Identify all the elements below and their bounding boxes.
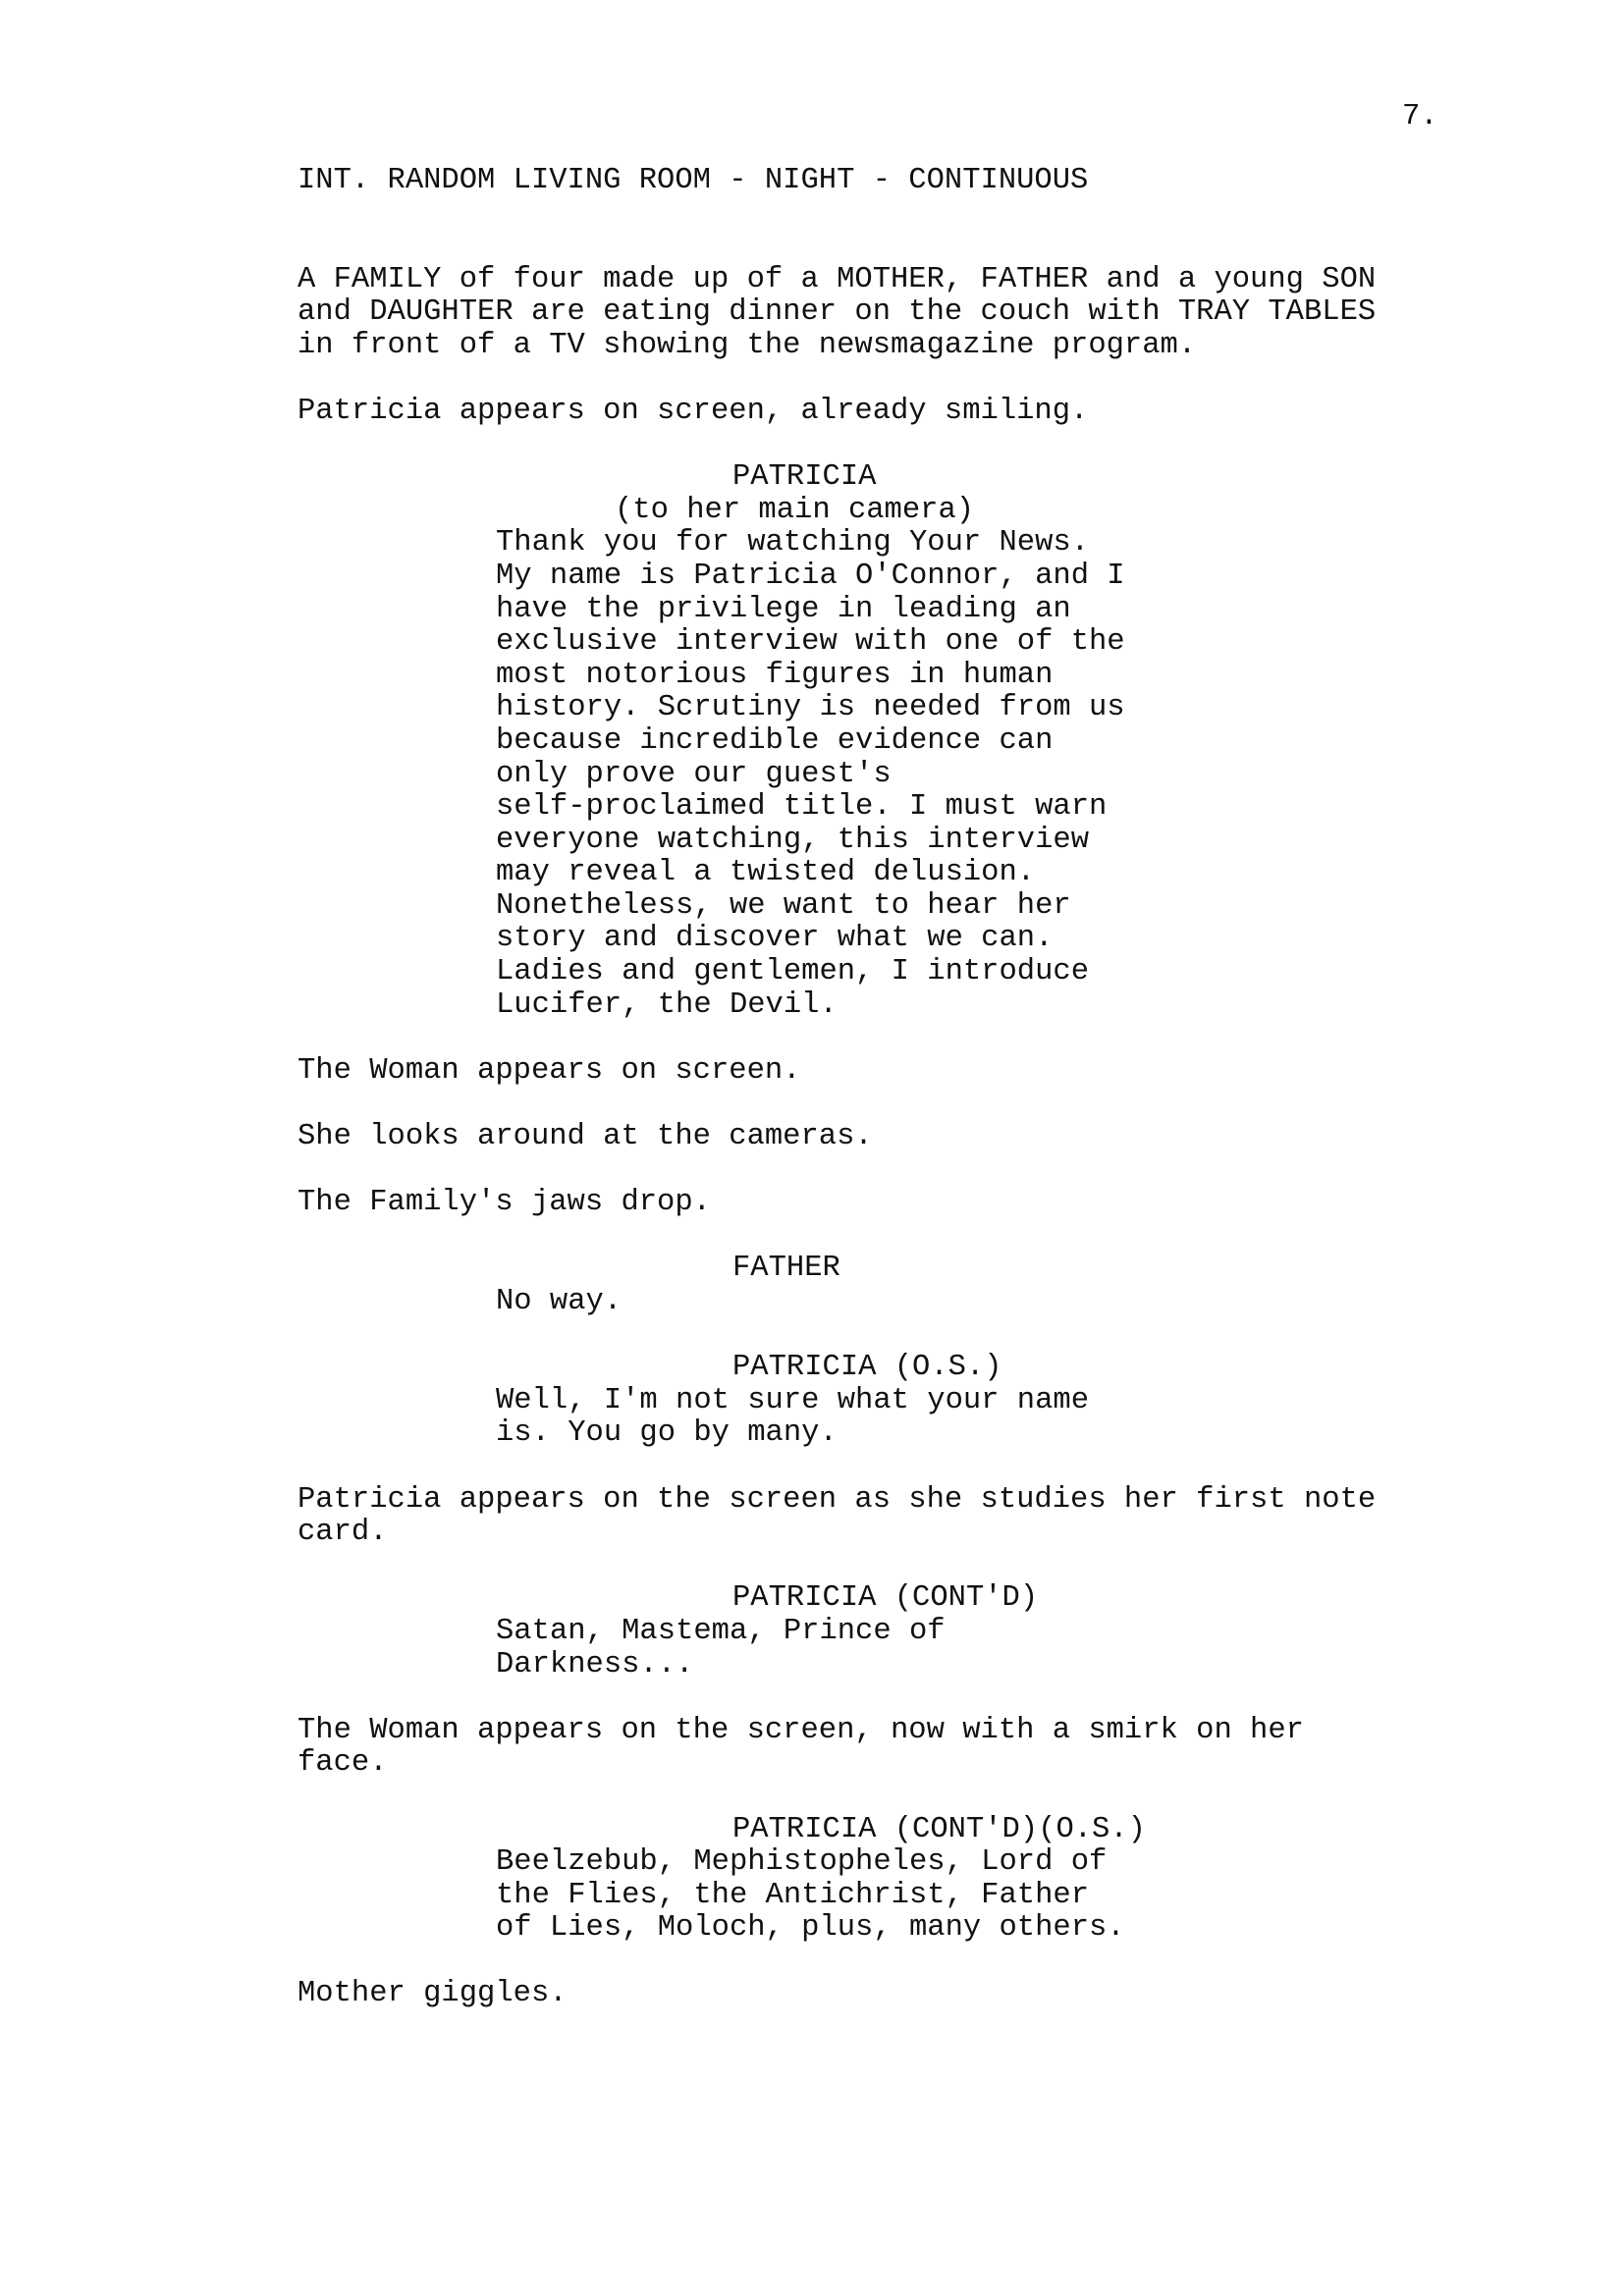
character-name: PATRICIA (CONT'D)(O.S.) (732, 1812, 1146, 1846)
page-number: 7. (1402, 100, 1438, 133)
action-line: Patricia appears on the screen as she studies her first note (298, 1482, 1377, 1517)
dialogue-line: exclusive interview with one of the (496, 625, 1125, 660)
dialogue-block-name (298, 1385, 1515, 1451)
dialogue-line: is. You go by many. (496, 1416, 838, 1451)
character-name: PATRICIA (732, 460, 877, 495)
action-block-smirk (298, 1715, 1515, 1781)
dialogue-line: only prove our guest's (496, 757, 892, 791)
dialogue-line: story and discover what we can. (496, 922, 1054, 956)
action-block-patricia-appears (298, 396, 1515, 429)
dialogue-block-introduction (298, 527, 1515, 1022)
action-line: She looks around at the cameras. (298, 1120, 873, 1154)
screenplay-body (298, 165, 1515, 2045)
action-line: and DAUGHTER are eating dinner on the couch with TRAY TABLES (298, 295, 1377, 330)
dialogue-line: everyone watching, this interview (496, 823, 1089, 857)
action-line: card. (298, 1516, 388, 1550)
scene-heading: INT. RANDOM LIVING ROOM - NIGHT - CONTINUOUS (298, 164, 1089, 197)
dialogue-line: self-proclaimed title. I must warn (496, 790, 1108, 825)
dialogue-line: Satan, Mastema, Prince of (496, 1614, 946, 1648)
action-block-family (298, 264, 1515, 363)
action-block-mother-giggles (298, 1978, 1515, 2011)
action-line: Mother giggles. (298, 1977, 568, 2011)
dialogue-line: Beelzebub, Mephistopheles, Lord of (496, 1845, 1108, 1880)
dialogue-line: of Lies, Moloch, plus, many others. (496, 1911, 1125, 1946)
dialogue-line: My name is Patricia O'Connor, and I (496, 559, 1125, 593)
dialogue-line: Darkness... (496, 1647, 694, 1682)
character-name: FATHER (732, 1252, 840, 1286)
dialogue-line: Ladies and gentlemen, I introduce (496, 955, 1089, 989)
dialogue-line: may reveal a twisted delusion. (496, 856, 1036, 890)
action-block-note-card (298, 1484, 1515, 1550)
dialogue-line: Lucifer, the Devil. (496, 988, 838, 1022)
dialogue-block-satan (298, 1616, 1515, 1682)
dialogue-line: most notorious figures in human (496, 658, 1054, 692)
dialogue-line: Nonetheless, we want to hear her (496, 888, 1071, 923)
action-line: The Woman appears on the screen, now with a smirk on her (298, 1713, 1304, 1747)
character-name: PATRICIA (O.S.) (732, 1351, 1002, 1385)
dialogue-line: history. Scrutiny is needed from us (496, 691, 1125, 725)
action-block-jaws-drop (298, 1187, 1515, 1220)
dialogue-line: Thank you for watching Your News. (496, 526, 1089, 561)
dialogue-block-names-list (298, 1846, 1515, 1946)
action-line: face. (298, 1746, 388, 1781)
action-line: The Family's jaws drop. (298, 1186, 711, 1220)
dialogue-block-father (298, 1286, 1515, 1319)
dialogue-line: No way. (496, 1285, 623, 1318)
action-block-woman-appears (298, 1055, 1515, 1089)
dialogue-line: because incredible evidence can (496, 723, 1054, 758)
action-line: Patricia appears on screen, already smiling. (298, 394, 1089, 428)
action-line: in front of a TV showing the newsmagazine program. (298, 328, 1197, 362)
dialogue-line: Well, I'm not sure what your name (496, 1383, 1089, 1417)
action-line: The Woman appears on screen. (298, 1053, 801, 1088)
parenthetical: (to her main camera) (615, 493, 975, 527)
dialogue-line: have the privilege in leading an (496, 592, 1071, 626)
character-name: PATRICIA (CONT'D) (732, 1581, 1039, 1616)
action-line: A FAMILY of four made up of a MOTHER, FATHER and a young SON (298, 262, 1377, 296)
dialogue-line: the Flies, the Antichrist, Father (496, 1878, 1089, 1912)
action-block-looks-around (298, 1121, 1515, 1154)
